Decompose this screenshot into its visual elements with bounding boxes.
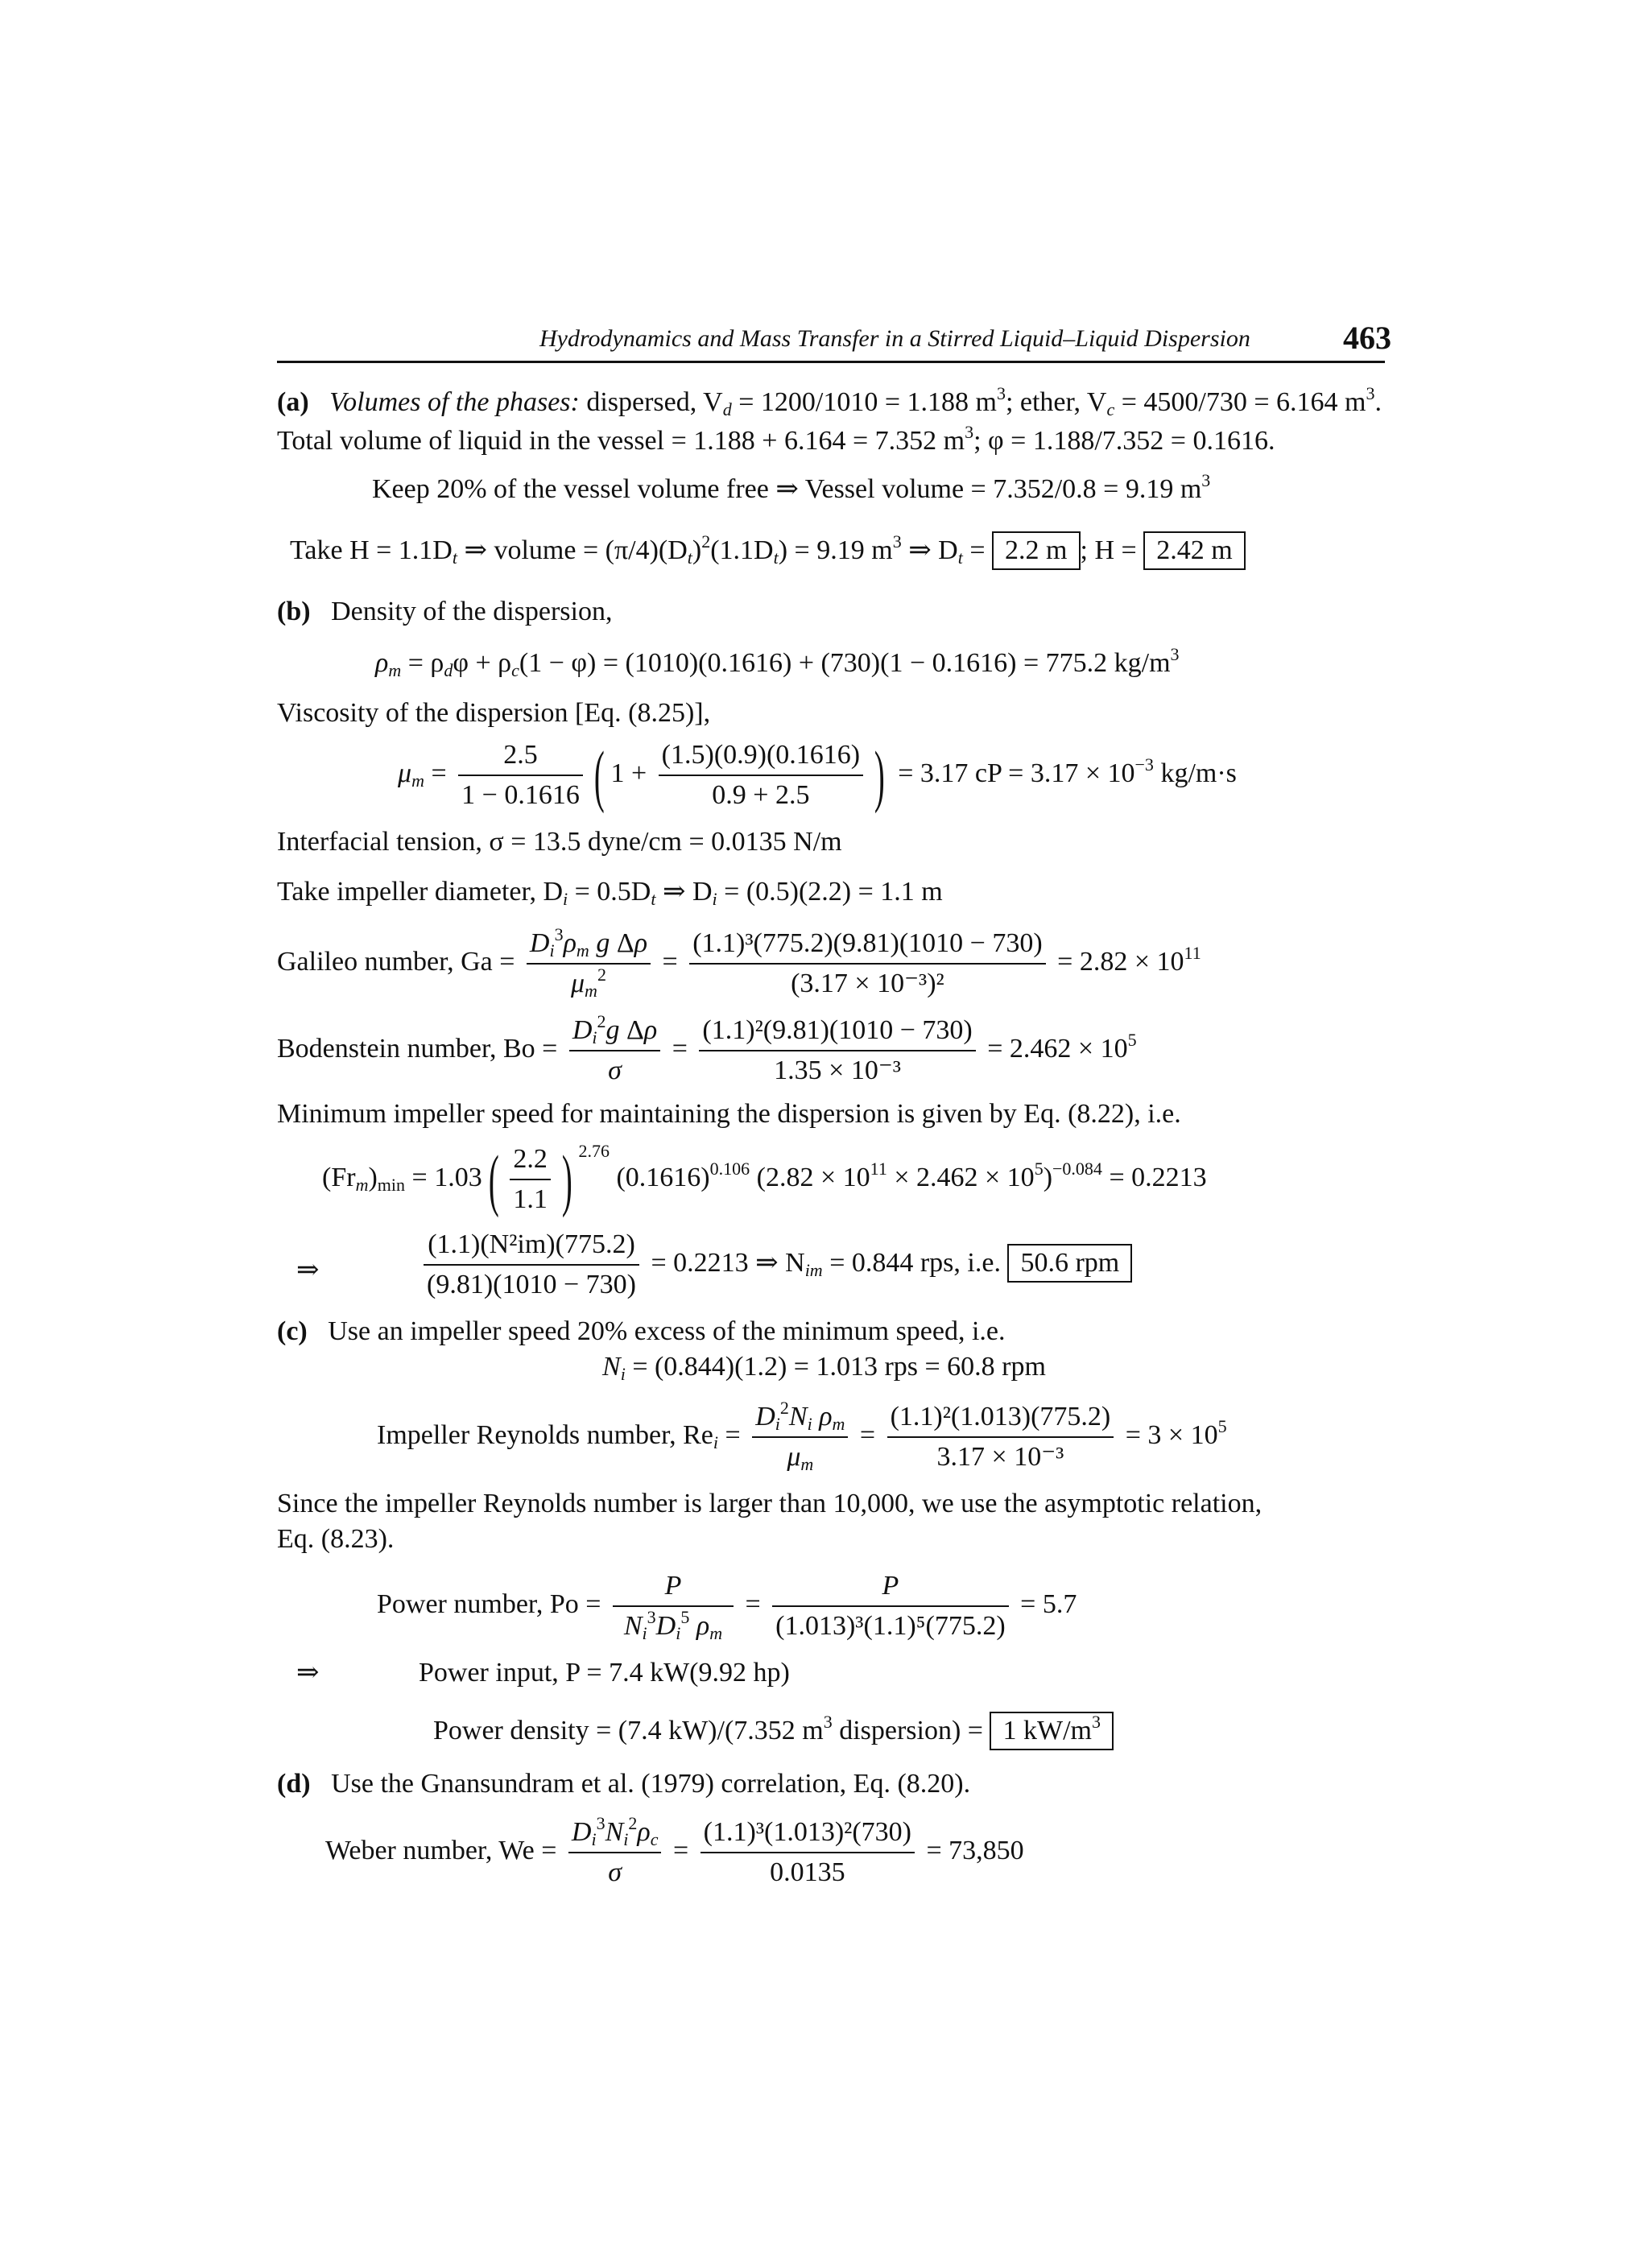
viscosity-equation: $\mu_m$ = $\frac{2.5}{1 - 0.1616}$ ( 1 + $\frac{(1.5)(0.9)(0.1616)}{0.9 + 2.5}$ ) = 3.17 cP = $3.17 \times 10^{-3}$ kg/m·s — [398, 737, 1237, 814]
part-a-line1: (a) Volumes of the phases: dispersed, $V_d = 1200/1010 = 1.188$ $m^3$; ether, $V_c = 4500/730 = 6.164$ $m^3$. — [277, 383, 1382, 419]
we-numeric-fraction: $\frac{\text{(1.1)³(1.013)²(730)}}{0.0135}$ — [701, 1816, 915, 1889]
nim-arrow: ⇒ — [296, 1255, 320, 1285]
result-box-h: 2.42 m — [1143, 531, 1245, 570]
power-input: Power input, P = 7.4 kW(9.92 hp) — [419, 1658, 790, 1688]
part-a-line2: Total volume of liquid in the vessel = 1.188 + 6.164 = 7.352 $m^3$; φ = 1.188/7.352 = 0.1616. — [277, 422, 1275, 456]
impeller-diameter: Take impeller diameter, $D_i = 0.5D_t$ ⇒ $D_i = (0.5)(2.2) = 1.1$ m — [277, 877, 943, 909]
part-c-line1: (c) Use an impeller speed 20% excess of the minimum speed, i.e. — [277, 1316, 1006, 1346]
po-fraction: $\frac{P}{N_i^3D_i^5 \rho_m}$ — [613, 1570, 734, 1642]
re-fraction: $\frac{D_i^2N_i \rho_m}{\mu_m}$ — [752, 1401, 848, 1473]
power-number-equation: Power number, Po = $\frac{P}{N_i^3D_i^5 \rho_m}$ = $\frac{P}{\text{(1.013)³(1.1)⁵(775.2)}}$ = 5.7 — [377, 1571, 1077, 1643]
result-box-dt: 2.2 m — [992, 531, 1080, 570]
header-rule — [277, 361, 1385, 363]
part-a-line3: Keep 20% of the vessel volume free ⇒ Vessel volume = 7.352/0.8 = 9.19 $m^3$ — [372, 470, 1211, 504]
froude-equation: $(Fr_m)_{min} = 1.03$( $\frac{2.2}{1.1}$ ) $^{2.76}$ $(0.1616)^{0.106}$ $(2.82 \times 10^{11} \times 2.462 \times 10^5)^{-0.084} = 0.2213$ — [322, 1140, 1207, 1218]
mu-inner-fraction: $\frac{(1.5)(0.9)(0.1616)}{0.9 + 2.5}$ — [659, 739, 863, 812]
ga-numeric-fraction: $\frac{\text{(1.1)³(775.2)(9.81)(1010 − 730)}}{\text{(3.17 × 10⁻³)²}}$ — [689, 927, 1045, 1000]
part-b-intro: (b) Density of the dispersion, — [277, 597, 613, 626]
bo-fraction: $\frac{D_i^2g \Delta\rho}{\sigma}$ — [569, 1014, 660, 1087]
reynolds-equation: Impeller Reynolds number, $Re_i$ = $\frac{D_i^2N_i \rho_m}{\mu_m}$ = $\frac{\text{(1.1)²(1.013)(775.2)}}{\text{3.17 × 10⁻³}}$ = $3 \times 10^5$ — [377, 1398, 1227, 1474]
part-a-heading: Volumes of the phases: — [329, 387, 580, 417]
nim-equation: $\frac{\text{(1.1)(N²im)(775.2)}}{(9.81)(1010 - 730)}$ = 0.2213 ⇒ $N_{im} = 0.844$ rps, i.e. 50.6 rpm — [419, 1229, 1132, 1301]
bodenstein-equation: Bodenstein number, Bo = $\frac{D_i^2g \Delta\rho}{\sigma}$ = $\frac{\text{(1.1)²(9.81)(1010 − 730)}}{\text{1.35 × 10⁻³}}$ = $2.462 \times 10^5$ — [277, 1011, 1137, 1085]
bo-numeric-fraction: $\frac{\text{(1.1)²(9.81)(1010 − 730)}}{\text{1.35 × 10⁻³}}$ — [699, 1014, 975, 1087]
interfacial-tension: Interfacial tension, σ = 13.5 dyne/cm = 0.0135 N/m — [277, 827, 842, 857]
power-density: Power density = (7.4 kW)/(7.352 $m^3$ dispersion) = 1 $kW/m^3$ — [433, 1712, 1114, 1750]
page-number: 463 — [1343, 320, 1391, 356]
we-fraction: $\frac{D_i^3N_i^2\rho_c}{\sigma}$ — [568, 1816, 662, 1889]
re-numeric-fraction: $\frac{\text{(1.1)²(1.013)(775.2)}}{\text{3.17 × 10⁻³}}$ — [887, 1401, 1114, 1473]
galileo-equation: Galileo number, Ga = $\frac{D_i^3\rho_m g \Delta\rho}{\mu_m^2}$ = $\frac{\text{(1.1)³(775.2)(9.81)(1010 − 730)}}{\text{(3.17 × 10⁻³)²}}$ = $2.82 \times 10^{11}$ — [277, 924, 1201, 1001]
part-a-line4: Take $H = 1.1D_t$ ⇒ volume = $(\pi/4)(D_t)^2(1.1D_t) = 9.19$ $m^3$ ⇒ $D_t = 2.2$ m ; H = 2.42 m — [290, 531, 1246, 570]
part-b-label: (b) — [277, 597, 311, 626]
weber-equation: Weber number, We = $\frac{D_i^3N_i^2\rho_c}{\sigma}$ = $\frac{\text{(1.1)³(1.013)²(730)}}{0.0135}$ = 73,850 — [325, 1813, 1024, 1887]
min-speed-text: Minimum impeller speed for maintaining the dispersion is given by Eq. (8.22), i.e. — [277, 1099, 1181, 1129]
po-numeric-fraction: $\frac{P}{\text{(1.013)³(1.1)⁵(775.2)}}$ — [772, 1570, 1008, 1642]
result-box-power-density: 1 $kW/m^3$ — [990, 1712, 1113, 1750]
part-c-label: (c) — [277, 1316, 308, 1346]
running-title: Hydrodynamics and Mass Transfer in a Stirred Liquid–Liquid Dispersion — [539, 325, 1250, 352]
viscosity-intro: Viscosity of the dispersion [Eq. (8.25)], — [277, 698, 711, 728]
density-equation: $\rho_m = \rho_d\varphi + \rho_c(1 - \varphi) = (1010)(0.1616) + (730)(1 - 0.1616) = 775.2$ $kg/m^3$ — [375, 644, 1180, 680]
part-d-label: (d) — [277, 1769, 311, 1799]
power-input-arrow: ⇒ — [296, 1658, 320, 1688]
mu-fraction: $\frac{2.5}{1 - 0.1616}$ — [458, 739, 583, 812]
part-a-label: (a) — [277, 387, 309, 417]
part-d-line1: (d) Use the Gnansundram et al. (1979) correlation, Eq. (8.20). — [277, 1769, 971, 1799]
nim-fraction: $\frac{\text{(1.1)(N²im)(775.2)}}{(9.81)(1010 - 730)}$ — [424, 1229, 639, 1301]
ga-fraction: $\frac{D_i^3\rho_m g \Delta\rho}{\mu_m^2}$ — [527, 927, 651, 1000]
since-line2: Eq. (8.23). — [277, 1524, 395, 1554]
fr-fraction: $\frac{2.2}{1.1}$ — [510, 1143, 551, 1216]
part-c-line2: $N_i = (0.844)(1.2) = 1.013$ rps = 60.8 rpm — [602, 1352, 1046, 1384]
since-line1: Since the impeller Reynolds number is larger than 10,000, we use the asymptotic relation, — [277, 1489, 1263, 1518]
result-box-rpm: 50.6 rpm — [1007, 1244, 1132, 1283]
